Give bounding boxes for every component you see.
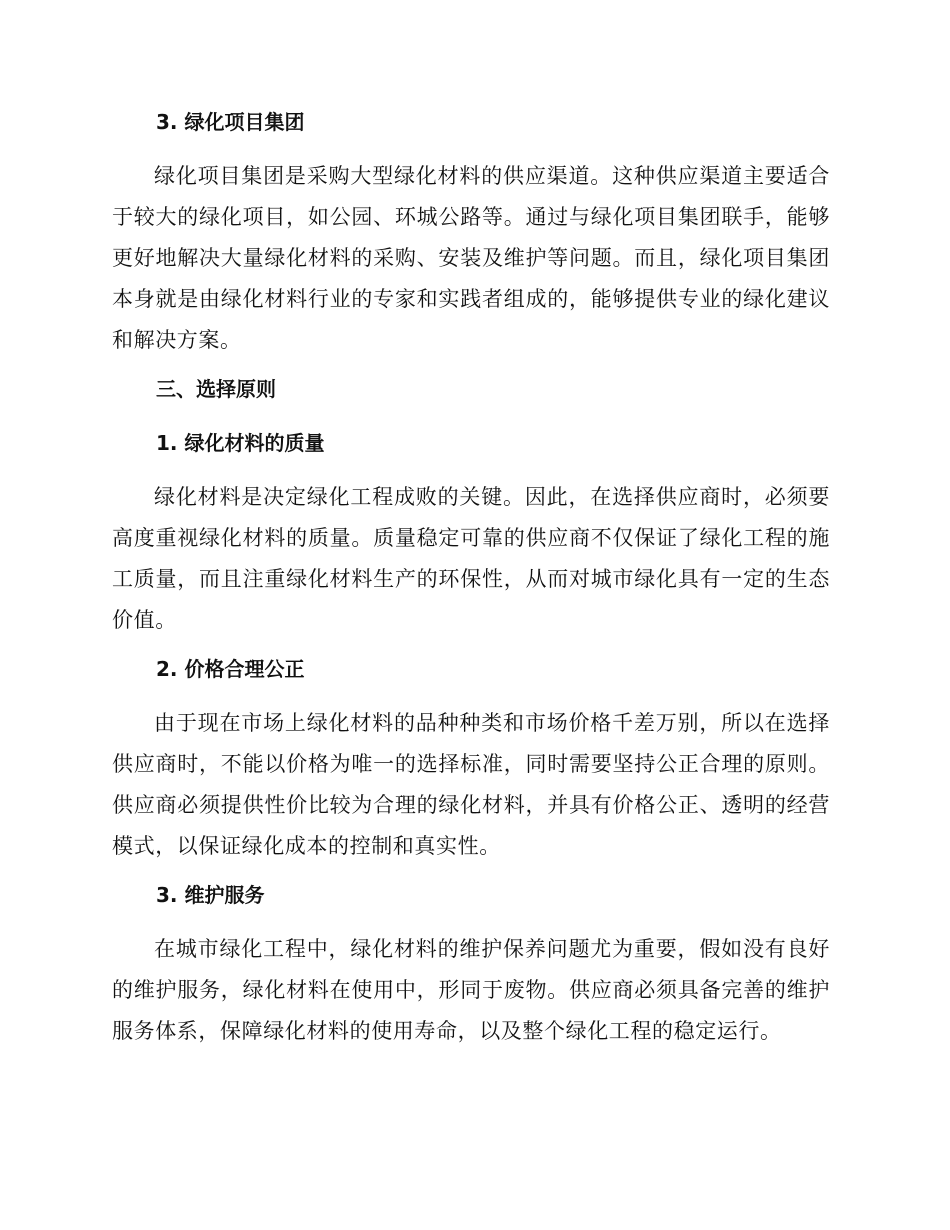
paragraph-maintenance-service: 在城市绿化工程中，绿化材料的维护保养问题尤为重要，假如没有良好的维护服务，绿化材料在使用中，形同于废物。供应商必须具备完善的维护服务体系，保障绿化材料的使用寿命，以及整个绿化工程的稳定运行。 <box>112 937 830 1043</box>
document-page <box>112 108 830 1052</box>
paragraph-green-project-group: 绿化项目集团是采购大型绿化材料的供应渠道。这种供应渠道主要适合于较大的绿化项目，如公园、环城公路等。通过与绿化项目集团联手，能够更好地解决大量绿化材料的采购、安装及维护等问题。而且，绿化项目集团本身就是由绿化材料行业的专家和实践者组成的，能够提供专业的绿化建议和解决方案。 <box>112 164 830 352</box>
section-heading-selection-principles: 三、选择原则 <box>156 377 276 401</box>
section-heading-fair-price: 2. 价格合理公正 <box>156 657 305 681</box>
section-heading-material-quality: 1. 绿化材料的质量 <box>156 431 325 455</box>
section-heading-green-project-group: 3. 绿化项目集团 <box>156 110 305 134</box>
paragraph-fair-price: 由于现在市场上绿化材料的品种种类和市场价格千差万别，所以在选择供应商时，不能以价格为唯一的选择标准，同时需要坚持公正合理的原则。供应商必须提供性价比较为合理的绿化材料，并具有价格公正、透明的经营模式，以保证绿化成本的控制和真实性。 <box>112 711 830 858</box>
paragraph-material-quality: 绿化材料是决定绿化工程成败的关键。因此，在选择供应商时，必须要高度重视绿化材料的质量。质量稳定可靠的供应商不仅保证了绿化工程的施工质量，而且注重绿化材料生产的环保性，从而对城市绿化具有一定的生态价值。 <box>112 485 830 632</box>
section-heading-maintenance-service: 3. 维护服务 <box>156 883 265 907</box>
